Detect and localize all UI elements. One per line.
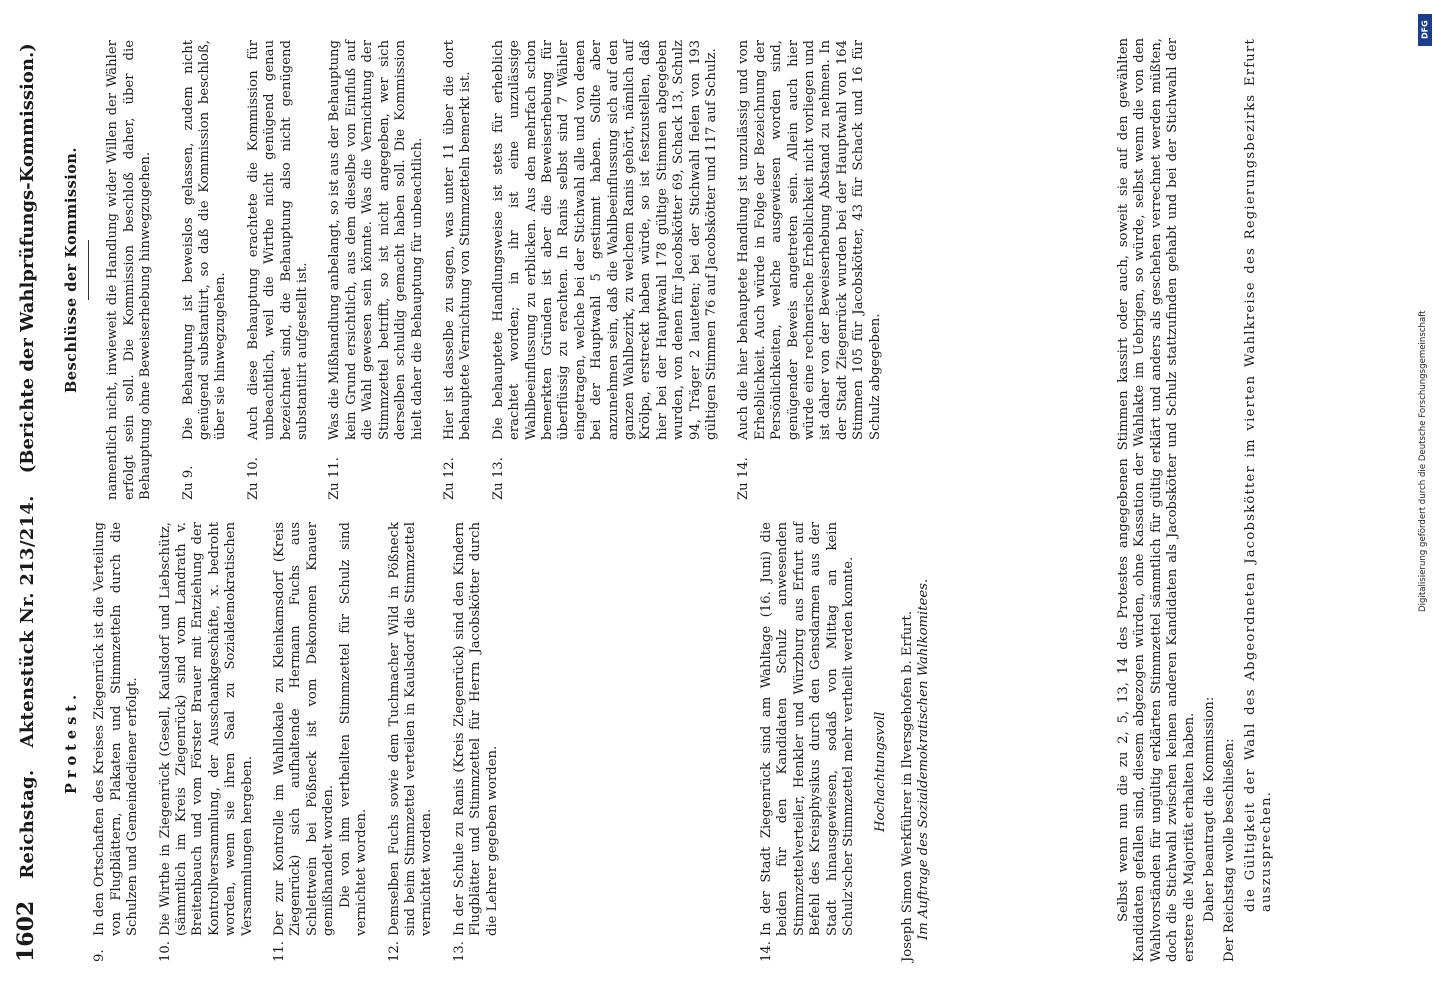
item-number: 11. <box>272 941 288 962</box>
decision-text: Die behauptete Handlungsweise ist stets für erheblich erachtet worden; in ihr ist eine unzulässige Wahlbeeinflussung zu erblicken. Aus den mehrfach schon bemerkten Gründen ist aber die Beweiserhebung für überflüssig zu erachten. In Ranis selbst sind 7 Wähler eingetragen, welche bei der Stichwahl alle und von denen bei der Hauptwahl 5 gestimmt haben. Sollte aber anzunehmen sein, daß die Wahlbeeinflussung sich auf den ganzen Wahlbezirk, zu welchem Ranis gehört, nämlich auf Krölpa, erstreckt haben würde, so ist festzustellen, daß hier bei der Hauptwahl 178 gültige Stimmen abgegeben wurden, von denen für Jacobskötter 69, Schack 13, Schulz 94, Träger 2 lauteten; bei der Stichwahl fielen von 193 gültigen Stimmen 76 auf Jacobskötter und 117 auf Schulz. <box>490 40 719 440</box>
protest-heading: Protest. <box>63 689 80 795</box>
intro-text: namentlich nicht, inwieweit die Handlung wider Willen der Wähler erfolgt sein soll. Die Kommission beschloß daher, über die Behauptung ohne Beweiserhebung hinwegzugehen. <box>105 40 154 500</box>
decision-text: Hier ist dasselbe zu sagen, was unter 11 über die dort behauptete Vernichtung von Stimmzetteln bemerkt ist. <box>441 40 474 440</box>
item-number: 13. <box>451 941 467 962</box>
item-text: In der Stadt Ziegenrück sind am Wahltage (16. Juni) die beiden für den Kandidaten Schulz anwesenden Stimmzettelverteiler, Henkler und Würzburg aus Erfurt auf Befehl des Kreisphysikus durch den Gensdarmen aus der Stadt hinausgewiesen, sodaß von Mittag an kein Schulz'scher Stimmzettel mehr vertheilt werden konnte. <box>758 522 856 936</box>
decision-text: Die Behauptung ist beweislos gelassen, zudem nicht genügend substantiirt, so daß die Kommission beschloß, über sie hinwegzugehen. <box>180 40 229 440</box>
page-number: 1602 <box>13 900 39 962</box>
heading-rule <box>88 240 89 300</box>
item-text-continued: Die von ihm vertheilten Stimmzettel für Schulz sind vernichtet worden. <box>337 522 370 936</box>
decision-text: Auch diese Behauptung erachtete die Kommission für unbeachtlich, weil die Wirthe nicht genügend genau bezeichnet sind, die Behauptung also nicht genügend substantiirt aufgestellt ist. <box>245 40 311 440</box>
reichstag-resolution: Der Reichstag wolle beschließen: <box>1222 738 1238 962</box>
protest-item <box>158 522 256 962</box>
decision-item <box>327 40 425 500</box>
on-behalf-line: Im Auftrage des Sozialdemokratischen Wahlkomitees. <box>916 578 932 940</box>
decision-item <box>442 40 475 500</box>
document-number: Aktenstück Nr. 213/214. <box>17 495 38 748</box>
decision-label: Zu 14. <box>736 457 752 500</box>
scanned-page <box>8 20 1388 980</box>
decision-item <box>491 40 721 500</box>
institution-label: Reichstag. <box>17 769 38 879</box>
decision-text: Auch die hier behauptete Handlung ist unzulässig und von Erheblichkeit. Auch würde in Folge der Bezeichnung der Persönlichkeiten, welche ausgewiesen worden sind, genügender Beweis angetreten sein. Allein auch hier würde eine rechnerische Erheblichkeit nicht vorliegen und ist daher von der Beweiserhebung Abstand zu nehmen. In der Stadt Ziegenrück wurden bei der Hauptwahl von 164 Stimmen 105 für Jacobskötter, 43 für Schack und 16 für Schulz abgegeben. <box>736 40 883 440</box>
decision-label: Zu 11. <box>327 457 343 500</box>
item-text: In den Ortschaften des Kreises Ziegenrück ist die Verteilung von Flugblättern, Plakaten und Stimmzetteln durch die Schulzen und Gemeindediener erfolgt. <box>92 522 141 936</box>
decision-text: Was die Mißhandlung anbelangt, so ist aus der Behauptung kein Grund ersichtlich, aus dem dieselbe von Einfluß auf die Wahl gewesen sein könnte. Was die Vernichtung der Stimmzettel betrifft, so ist nicht angegeben, wer sich derselben schuldig gemacht haben soll. Die Kommission hielt daher die Behauptung für unbeachtlich. <box>327 40 425 440</box>
decisions-column <box>64 40 900 500</box>
item-number: 14. <box>758 941 774 962</box>
item-number: 10. <box>157 941 173 962</box>
decisions-heading: Beschlüsse der Kommission. <box>63 147 80 393</box>
header-title: (Berichte der Wahlprüfungs-Kommission.) <box>17 43 38 474</box>
decision-item <box>736 40 884 500</box>
dfg-logo: DFG <box>1418 14 1432 46</box>
page-header <box>13 38 48 962</box>
decision-item <box>181 40 230 500</box>
protest-column <box>64 522 933 962</box>
protest-item <box>452 522 501 962</box>
commission-motion: Daher beantragt die Kommission: <box>1202 696 1218 922</box>
digitization-sidebar <box>1418 6 1434 996</box>
protest-item <box>92 522 141 962</box>
decision-label: Zu 12. <box>441 457 457 500</box>
item-number: 12. <box>386 941 402 962</box>
conclusion-section <box>1116 38 1280 962</box>
item-text: Der zur Kontrolle im Wahllokale zu Kleinkamsdorf (Kreis Ziegenrück) sich aufhaltende Hermann Fuchs aus Schlettwein bei Pößneck ist vom Dekonomen Knauer gemißhandelt worden. <box>272 522 337 936</box>
funding-credit: Digitalisierung gefördert durch die Deutsche Forschungsgemeinschaft <box>1418 310 1428 612</box>
conclusion-paragraph: Selbst wenn nun die zu 2, 5, 13, 14 des Protestes angegebenen Stimmen kassirt oder auch, soweit sie auf den gewählten Kandidaten gefallen sind, diesem abgezogen würden, ohne Kassation der Wahlakte im Uebrigen, so würde, selbst wenn die von den Wahlvorständen für ungültig erklärten Stimmzettel sämmtlich für gültig erklärt und anders als geschehen verrechnet werden müßten, doch die Stichwahl zwischen keinen anderen Kandidaten als Jacobskötter und Schulz stattzufinden gehabt und bei der Stichwahl der erstere die Majorität erhalten haben. <box>1116 38 1197 962</box>
closing-salutation: Hochachtungsvoll <box>873 711 889 832</box>
protest-item <box>272 522 370 962</box>
item-text: In der Schule zu Ranis (Kreis Ziegenrück) sind den Kindern Flugblätter und Stimmzettel für Herrn Jacobskötter durch die Lehrer gegeben worden. <box>451 522 500 936</box>
decision-label: Zu 10. <box>245 457 261 500</box>
decision-item <box>246 40 312 500</box>
signatory: Joseph Simon Werkführer in Ilversgehofen b. Erfurt. <box>899 611 915 962</box>
protest-item <box>387 522 436 962</box>
decision-label: Zu 9. <box>180 465 196 500</box>
protest-item <box>759 522 857 962</box>
decision-intro <box>105 40 154 500</box>
item-text: Demselben Fuchs sowie dem Tuchmacher Wild in Pößneck sind beim Stimmzettel verteilen in Kaulsdorf die Stimmzettel vernichtet worden. <box>386 522 435 936</box>
decision-label: Zu 13. <box>490 457 506 500</box>
item-number: 9. <box>92 949 108 962</box>
item-text: Die Wirthe in Ziegenrück (Gesell, Kaulsdorf und Liebschütz, (sämmtlich im Kreis Ziegenrück) sind vom Landrath v. Breitenbauch und vom Förster Brauer mit Entziehung der Kontrollversammlung, der Ausschankgeschäfte, x. bedroht worden, wenn sie ihren Saal zu Sozialdemokratischen Versammlungen hergeben. <box>157 522 255 936</box>
final-resolution: die Gültigkeit der Wahl des Abgeordneten Jacobskötter im vierten Wahlkreise des Regierungsbezirks Erfurt auszusprechen. <box>1242 38 1275 912</box>
